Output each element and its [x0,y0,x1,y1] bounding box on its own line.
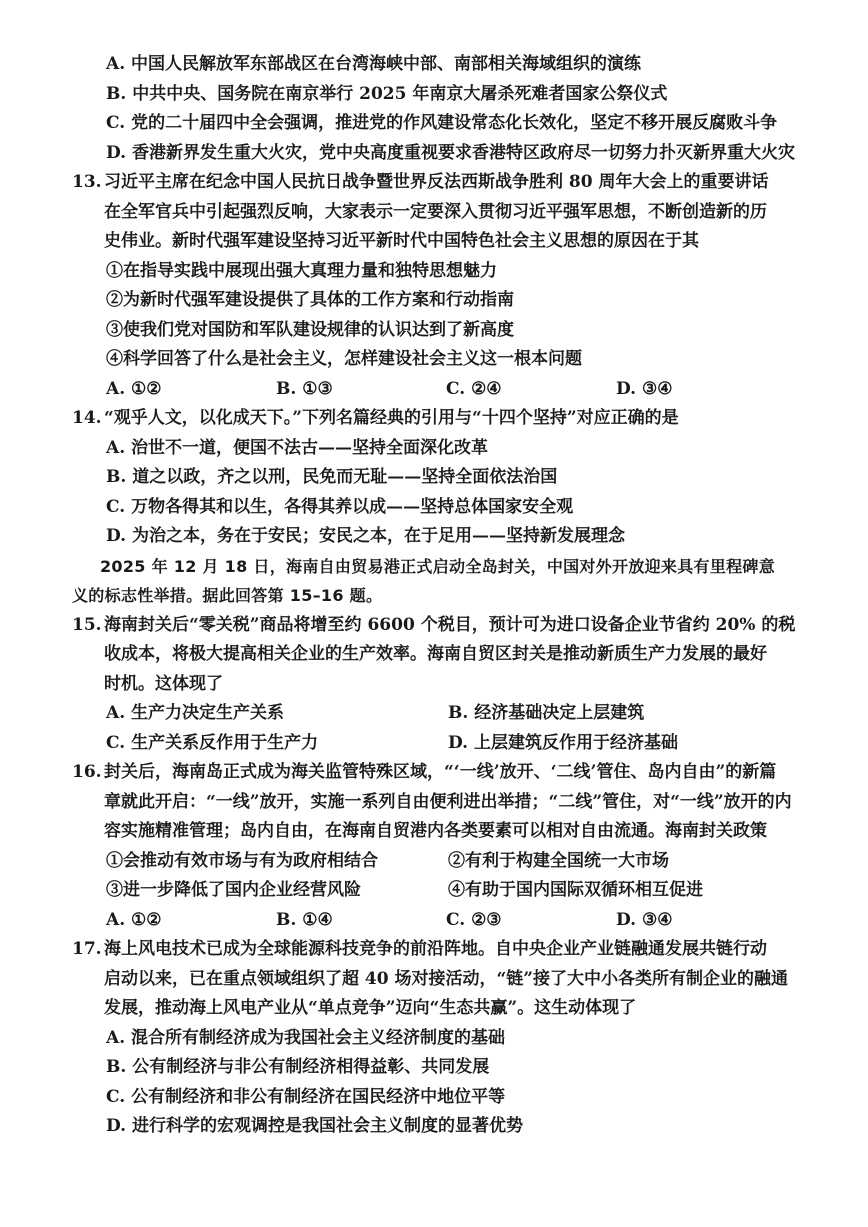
material-line: 2025 年 12 月 18 日，海南自由贸易港正式启动全岛封关，中国对外开放迎来具有里程碑意 [100,556,776,576]
question-stem-line: 发展，推动海上风电产业从“单点竞争”迈向“生态共赢”。这生动体现了 [104,998,637,1018]
statements-row [80,847,808,877]
question-number: 13. [72,172,102,192]
q15-option-d[interactable]: D. 上层建筑反作用于经济基础 [448,732,678,753]
statement: ①会推动有效市场与有为政府相结合 [106,850,378,871]
q12-option-d[interactable]: D. 香港新界发生重大火灾，党中央高度重视要求香港特区政府尽一切努力扑灭新界重大火灾 [106,142,795,163]
question-stem-line: 习近平主席在纪念中国人民抗日战争暨世界反法西斯战争胜利 80 周年大会上的重要讲话 [104,172,769,192]
q12-option-a[interactable]: A. 中国人民解放军东部战区在台湾海峡中部、南部相关海域组织的演练 [106,54,642,74]
statement: ③进一步降低了国内企业经营风险 [106,880,361,900]
question-stem-line: 启动以来，已在重点领域组织了超 40 场对接活动，“链”接了大中小各类所有制企业的融通 [104,968,789,989]
question-stem-line: “观乎人文，以化成天下。”下列名篇经典的引用与“十四个坚持”对应正确的是 [104,408,679,428]
question-number: 14. [72,408,102,428]
question-number: 17. [72,939,102,959]
q14-option-b[interactable]: B. 道之以政，齐之以刑，民免而无耻——坚持全面依法治国 [106,467,558,487]
q13-options [80,375,808,405]
question-13 [72,168,808,404]
q13-option-d[interactable]: D. ③④ [616,378,673,399]
q15-options-row [80,699,808,729]
question-stem-line: 海南封关后“零关税”商品将增至约 6600 个税目，预计可为进口设备企业节省约 20% 的税 [104,614,796,635]
q13-option-b[interactable]: B. ①③ [276,378,333,399]
q17-option-d[interactable]: D. 进行科学的宏观调控是我国社会主义制度的显著优势 [106,1116,523,1136]
question-number: 16. [72,762,102,782]
q15-option-b[interactable]: B. 经济基础决定上层建筑 [448,703,645,723]
question-14 [72,404,808,552]
question-stem-line: 章就此开启：“一线”放开，实施一系列自由便利进出举措；“二线”管住，对“一线”放开的内 [104,791,792,812]
question-17 [72,935,808,1142]
q17-option-a[interactable]: A. 混合所有制经济成为我国社会主义经济制度的基础 [106,1027,506,1048]
statement: ④有助于国内国际双循环相互促进 [448,880,703,900]
q14-option-c[interactable]: C. 万物各得其和以生，各得其养以成——坚持总体国家安全观 [106,496,574,517]
q16-option-a[interactable]: A. ①② [106,909,162,930]
q13-option-c[interactable]: C. ②④ [446,378,502,399]
question-stem-line: 收成本，将极大提高相关企业的生产效率。海南自贸区封关是推动新质生产力发展的最好 [104,644,767,664]
question-stem-line: 在全军官兵中引起强烈反响，大家表示一定要深入贯彻习近平强军思想，不断创造新的历 [104,201,767,222]
question-16 [72,758,808,935]
q14-option-a[interactable]: A. 治世不一道，便国不法古——坚持全面深化改革 [106,437,489,458]
material-line: 义的标志性举措。据此回答第 15–16 题。 [72,586,383,605]
statement: ③使我们党对国防和军队建设规律的认识达到了新高度 [106,319,514,340]
question-stem-line: 海上风电技术已成为全球能源科技竞争的前沿阵地。自中央企业产业链融通发展共链行动 [104,939,767,959]
q17-option-b[interactable]: B. 公有制经济与非公有制经济相得益彰、共同发展 [106,1057,490,1077]
question-stem-line: 史伟业。新时代强军建设坚持习近平新时代中国特色社会主义思想的原因在于其 [104,231,699,251]
q16-option-c[interactable]: C. ②③ [446,909,502,930]
material-passage [72,552,808,611]
q12-option-c[interactable]: C. 党的二十届四中全会强调，推进党的作风建设常态化长效化，坚定不移开展反腐败斗争 [106,113,778,133]
question-stem-line: 封关后，海南岛正式成为海关监管特殊区域，“‘一线’放开、‘二线’管住、岛内自由”的新篇 [104,762,777,782]
question-stem-line: 时机。这体现了 [104,673,223,694]
q12-options [80,50,808,168]
q16-option-b[interactable]: B. ①④ [276,909,333,930]
question-15 [72,611,808,759]
statement: ①在指导实践中展现出强大真理力量和独特思想魅力 [106,260,497,281]
q17-option-c[interactable]: C. 公有制经济和非公有制经济在国民经济中地位平等 [106,1086,506,1107]
q16-options [80,906,808,936]
question-stem-line: 容实施精准管理；岛内自由，在海南自贸港内各类要素可以相对自由流通。海南封关政策 [104,821,767,841]
statements-row [80,876,808,906]
statement: ②为新时代强军建设提供了具体的工作方案和行动指南 [106,290,514,310]
q16-option-d[interactable]: D. ③④ [616,909,673,930]
q15-option-c[interactable]: C. 生产关系反作用于生产力 [106,732,319,753]
q15-options-row [80,729,808,759]
q12-option-b[interactable]: B. 中共中央、国务院在南京举行 2025 年南京大屠杀死难者国家公祭仪式 [106,83,668,104]
statement: ②有利于构建全国统一大市场 [448,850,669,871]
statement: ④科学回答了什么是社会主义，怎样建设社会主义这一根本问题 [106,349,582,369]
q14-option-d[interactable]: D. 为治之本，务在于安民；安民之本，在于足用——坚持新发展理念 [106,526,625,546]
q15-option-a[interactable]: A. 生产力决定生产关系 [106,703,285,723]
question-number: 15. [72,614,102,635]
q13-option-a[interactable]: A. ①② [106,378,162,399]
